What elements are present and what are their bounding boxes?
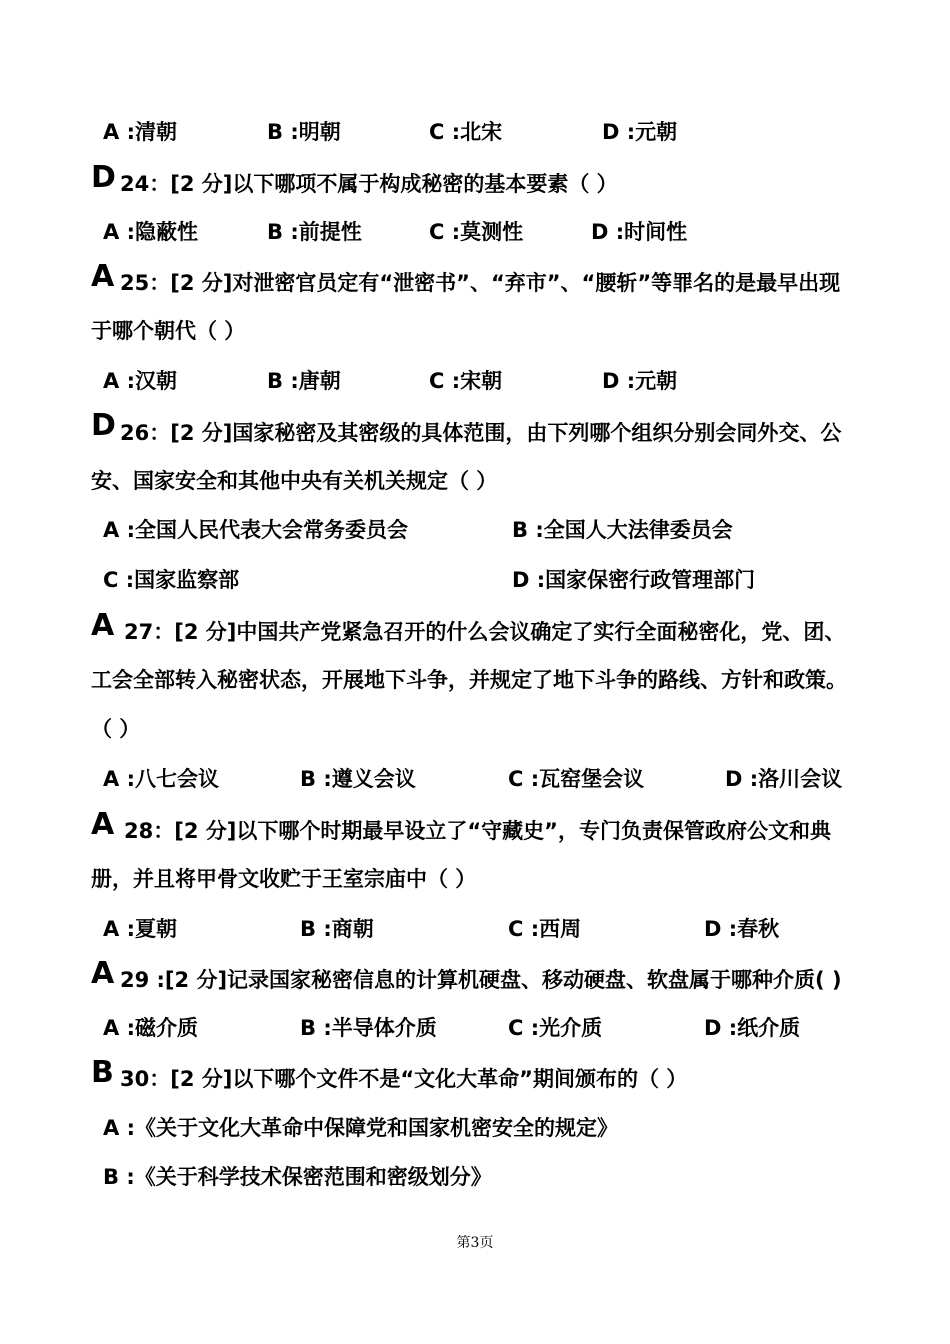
- option-a: A :全国人民代表大会常务委员会: [103, 518, 408, 542]
- option-b: B :全国人大法律委员会: [512, 518, 733, 542]
- option-d: D :纸介质: [704, 1016, 801, 1040]
- option-c: C :宋朝: [429, 369, 503, 393]
- question-text: 30：[2 分]以下哪个文件不是“文化大革命”期间颁布的（ ）: [120, 1067, 688, 1091]
- question-text: 工会全部转入秘密状态，开展地下斗争，并规定了地下斗争的路线、方针和政策。: [91, 668, 847, 692]
- question-text: 29 :[2 分]记录国家秘密信息的计算机硬盘、移动硬盘、软盘属于哪种介质( ): [120, 968, 842, 992]
- option-b: B :明朝: [267, 120, 341, 144]
- option-d: D :元朝: [602, 369, 678, 393]
- question-text: 安、国家安全和其他中央有关机关规定（ ）: [91, 469, 498, 493]
- option-c: C :西周: [508, 917, 582, 941]
- option-b: B :前提性: [267, 220, 362, 244]
- question-text: 24：[2 分]以下哪项不属于构成秘密的基本要素（ ）: [120, 172, 618, 196]
- option-d: D :洛川会议: [725, 767, 843, 791]
- option-a: A :磁介质: [103, 1016, 198, 1040]
- option-a: A :《关于文化大革命中保障党和国家机密安全的规定》: [103, 1116, 618, 1140]
- option-c: C :国家监察部: [103, 568, 240, 592]
- option-b: B :商朝: [300, 917, 374, 941]
- question-text: 册，并且将甲骨文收贮于王室宗庙中（ ）: [91, 867, 477, 891]
- option-c: C :北宋: [429, 120, 503, 144]
- answer-mark: A: [91, 608, 115, 643]
- option-b: B :遵义会议: [300, 767, 416, 791]
- option-b: B :半导体介质: [300, 1016, 437, 1040]
- answer-mark: A: [91, 807, 115, 842]
- question-text: 27：[2 分]中国共产党紧急召开的什么会议确定了实行全面秘密化，党、团、: [124, 620, 846, 644]
- question-text: 25：[2 分]对泄密官员定有“泄密书”、“弃市”、“腰斩”等罪名的是最早出现: [120, 271, 841, 295]
- question-text: 于哪个朝代（ ）: [91, 319, 246, 343]
- answer-mark: D: [91, 408, 116, 443]
- option-c: C :瓦窑堡会议: [508, 767, 645, 791]
- page-number: 第3页: [456, 1235, 494, 1251]
- option-a: A :夏朝: [103, 917, 177, 941]
- option-b: B :《关于科学技术保密范围和密级划分》: [103, 1165, 492, 1189]
- option-c: C :光介质: [508, 1016, 603, 1040]
- option-d: D :国家保密行政管理部门: [512, 568, 756, 592]
- question-text: 26：[2 分]国家秘密及其密级的具体范围，由下列哪个组织分别会同外交、公: [120, 421, 842, 445]
- answer-mark: B: [91, 1055, 114, 1090]
- option-c: C :莫测性: [429, 220, 524, 244]
- question-text: 28：[2 分]以下哪个时期最早设立了“守藏史”，专门负责保管政府公文和典: [124, 819, 831, 843]
- answer-mark: A: [91, 259, 115, 294]
- question-text: （ ）: [91, 717, 141, 741]
- option-d: D :时间性: [591, 220, 688, 244]
- option-a: A :八七会议: [103, 767, 219, 791]
- answer-mark: A: [91, 956, 115, 991]
- option-a: A :清朝: [103, 120, 177, 144]
- option-d: D :元朝: [602, 120, 678, 144]
- option-a: A :汉朝: [103, 369, 177, 393]
- option-d: D :春秋: [704, 917, 780, 941]
- answer-mark: D: [91, 160, 116, 195]
- option-b: B :唐朝: [267, 369, 341, 393]
- option-a: A :隐蔽性: [103, 220, 198, 244]
